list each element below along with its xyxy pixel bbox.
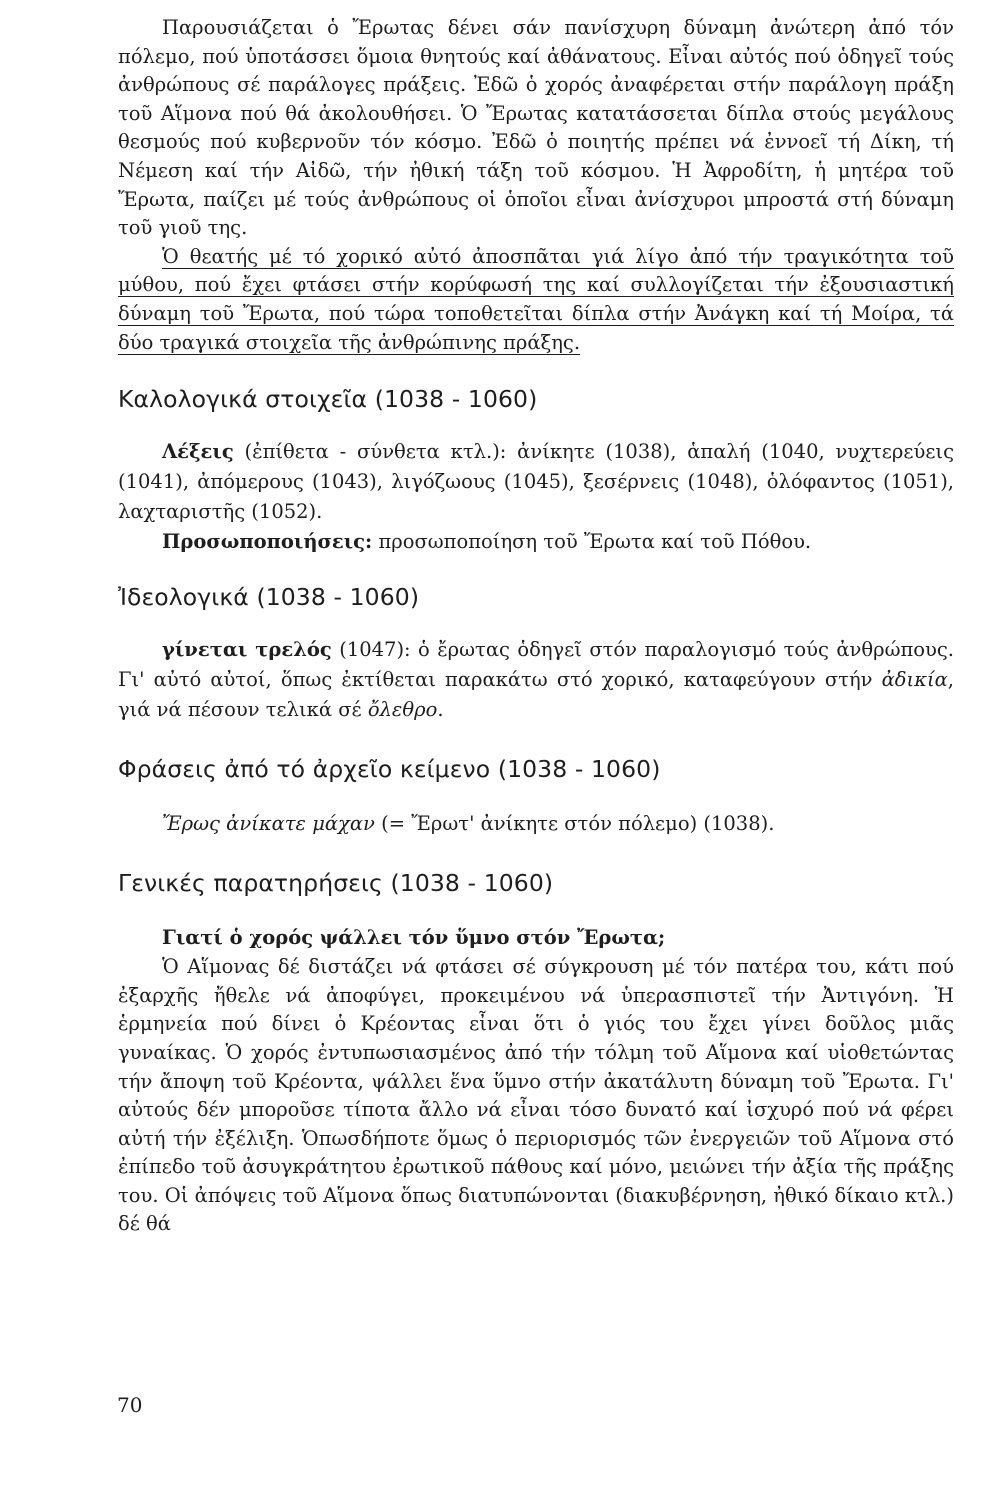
ideological-text-2: , γιά νά πέσουν τελικά σέ [118, 668, 954, 722]
personification-label: Προσωποποιήσεις: [162, 530, 373, 554]
ideological-heading: Ἰδεολογικά (1038 - 1060) [118, 583, 420, 612]
intro-paragraph: Παρουσιάζεται ὁ Ἔρωτας δένει σάν πανίσχυρη δύναμη ἀνώτερη ἀπό τόν πόλεμο, πού ὑποτάσσει ὅμοια θνητούς καί ἀθάνατους. Εἶναι αὐτός πού ὁδηγεῖ τούς ἀνθρώπους σέ παράλογες πράξεις. Ἐδῶ ὁ χορός ἀναφέρεται στήν παράλογη πράξη τοῦ Αἵμονα πού θά ἀκολουθήσει. Ὁ Ἔρωτας κατατάσσεται δίπλα στούς μεγάλους θεσμούς πού κυβερνοῦν τόν κόσμο. Ἐδῶ ὁ ποιητής πρέπει νά ἐννοεῖ τή Δίκη, τή Νέμεση καί τήν Αἰδῶ, τήν ἠθική τάξη τοῦ κόσμου. Ἡ Ἀφροδίτη, ἡ μητέρα τοῦ Ἔρωτα, παίζει μέ τούς ἀνθρώπους οἱ ὁποῖοι εἶναι ἀνίσχυροι μπροστά στή δύναμη τοῦ γιοῦ της. [118, 16, 954, 240]
phrases-entry [118, 809, 954, 839]
ideological-entry [118, 635, 954, 725]
ideological-text-1: (1047): ὁ ἔρωτας ὁδηγεῖ στόν παραλογισμό τούς ἀνθρώπους. Γι' αὐτό αὐτοί, ὅπως ἐκτίθεται παρακάτω στό χορικό, καταφεύγουν στήν [118, 638, 955, 692]
personification-text: προσωποποίηση τοῦ Ἔρωτα καί τοῦ Πόθου. [372, 530, 812, 554]
ideological-italic-2: ὄλεθρο [367, 698, 438, 722]
underlined-text: Ὁ θεατής μέ τό χορικό αὐτό ἀποσπᾶται γιά λίγο ἀπό τήν τραγικότητα τοῦ μύθου, πού ἔχει φτάσει στήν κορύφωσή της καί συλλογίζεται τήν ἐξουσιαστική δύναμη τοῦ Ἔρωτα, πού τώρα τοποθετεῖται δίπλα στήν Ἀνάγκη καί τή Μοίρα, τά δύο τραγικά στοιχεῖα τῆς ἀνθρώπινης πράξης. [118, 244, 954, 354]
words-entry [118, 437, 954, 527]
page-content [118, 14, 954, 1239]
phrases-section [118, 809, 954, 839]
intro-underlined-paragraph [118, 243, 954, 357]
phrases-original: Ἔρως ἀνίκατε μάχαν [162, 812, 375, 836]
words-label: Λέξεις [162, 440, 234, 464]
ideological-text-3: . [437, 698, 444, 722]
page-number: 70 [117, 1393, 143, 1417]
ideological-term: γίνεται τρελός [162, 638, 332, 662]
aesthetic-heading: Καλολογικά στοιχεῖα (1038 - 1060) [118, 385, 538, 414]
general-paragraph: Ὁ Αἵμονας δέ διστάζει νά φτάσει σέ σύγκρουση μέ τόν πατέρα του, κάτι πού ἐξαρχῆς ἤθελε νά ἀποφύγει, προκειμένου νά ὑπερασπιστεῖ τήν Ἀντιγόνη. Ἡ ἑρμηνεία πού δίνει ὁ Κρέοντας εἶναι ὅτι ὁ γιός του ἔχει γίνει δοῦλος μιᾶς γυναίκας. Ὁ χορός ἐντυπωσιασμένος ἀπό τήν τόλμη τοῦ Αἵμονα καί υἱοθετώντας τήν ἄποψη τοῦ Κρέοντα, ψάλλει ἕνα ὕμνο στήν ἀκατάλυτη δύναμη τοῦ Ἔρωτα. Γι' αὐτούς δέν μποροῦσε τίποτα ἄλλο νά εἶναι τόσο δυνατό καί ἰσχυρό πού νά φέρει αὐτή τήν ἐξέλιξη. Ὁπωσδήποτε ὅμως ὁ περιορισμός τῶν ἐνεργειῶν τοῦ Αἵμονα στό ἐπίπεδο τοῦ ἀσυγκράτητου ἐρωτικοῦ πάθους καί μόνο, μειώνει τήν ἀξία τῆς πράξης του. Οἱ ἀπόψεις τοῦ Αἵμονα ὅπως διατυπώνονται (διακυβέρνηση, ἠθικό δίκαιο κτλ.) δέ θά [118, 955, 954, 1236]
words-text: (ἐπίθετα - σύνθετα κτλ.): ἀνίκητε (1038), ἁπαλή (1040, νυχτερεύεις (1041), ἀπόμερους (1043), λιγόζωους (1045), ξεσέρνεις (1048), ὁλόφαντος (1051), λαχταριστῆς (1052). [118, 440, 954, 524]
phrases-heading: Φράσεις ἀπό τό ἀρχεῖο κείμενο (1038 - 1060) [118, 755, 661, 784]
general-section [118, 923, 954, 1239]
ideological-italic-1: ἀδικία [881, 668, 948, 692]
ideological-section [118, 635, 954, 725]
general-heading: Γενικές παρατηρήσεις (1038 - 1060) [118, 869, 554, 898]
phrases-translation: (= Ἔρωτ' ἀνίκητε στόν πόλεμο) (1038). [374, 812, 775, 836]
aesthetic-section [118, 437, 954, 557]
personification-entry [118, 527, 954, 557]
general-question: Γιατί ὁ χορός ψάλλει τόν ὕμνο στόν Ἔρωτα; [162, 926, 666, 950]
